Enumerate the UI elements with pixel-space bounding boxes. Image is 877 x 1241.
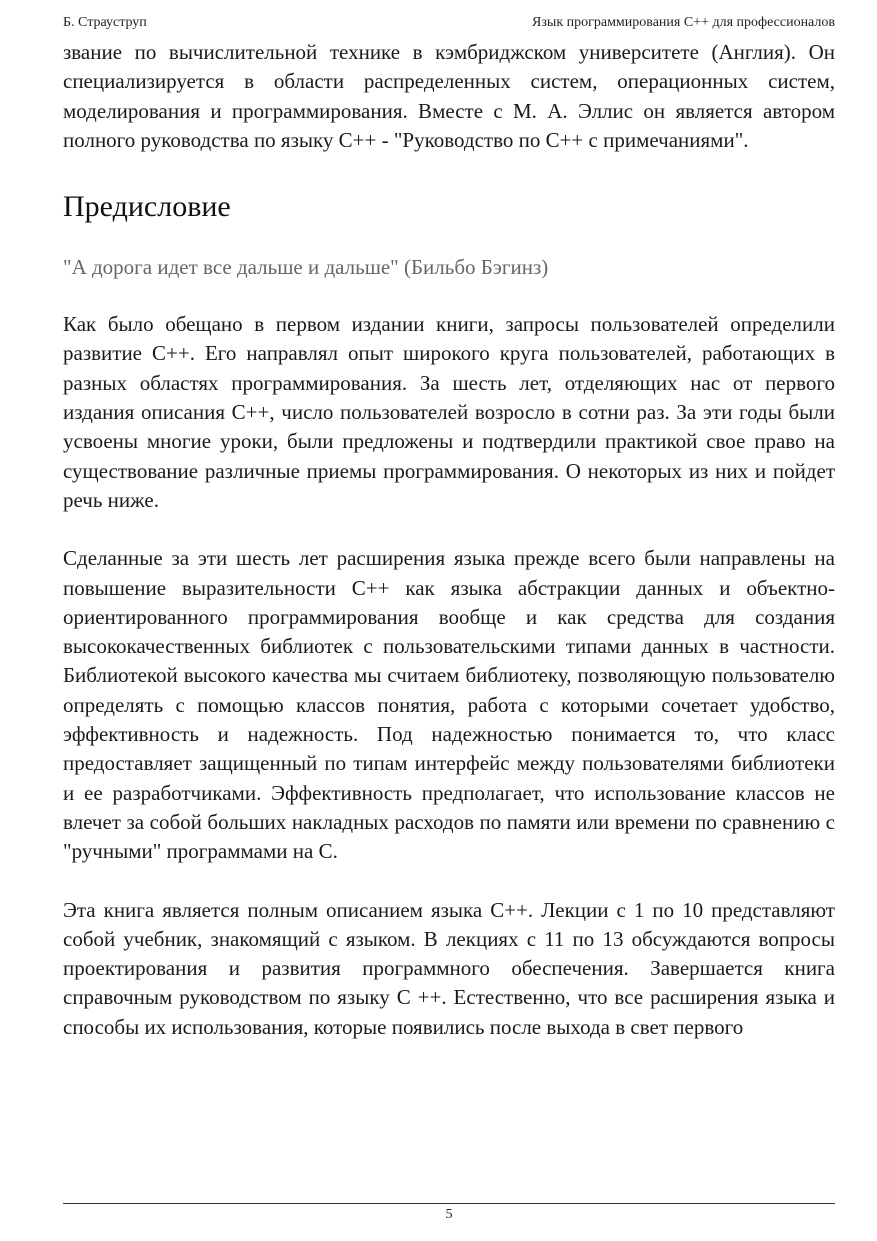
epigraph: "А дорога идет все дальше и дальше" (Бильбо Бэгинз) bbox=[63, 255, 549, 280]
header-book-title: Язык программирования С++ для профессионалов bbox=[532, 15, 835, 30]
paragraph: Эта книга является полным описанием языка С++. Лекции с 1 по 10 представляют собой учебник, знакомящий с языком. В лекциях с 11 по 13 обсуждаются вопросы проектирования и развития программного обеспечения. Завершается книга справочным руководством по языку С ++. Естественно, что все расширения языка и способы их использования, которые появились после выхода в свет первого bbox=[63, 897, 835, 1039]
section-title: Предисловие bbox=[63, 190, 231, 224]
header-author: Б. Страуструп bbox=[63, 15, 147, 30]
page-content bbox=[63, 38, 835, 1042]
page-number: 5 bbox=[445, 1207, 453, 1222]
continued-paragraph: звание по вычислительной технике в кэмбриджском университете (Англия). Он специализируется в области распределенных систем, операционных систем, моделирования и программирования. Вместе с М. А. Эллис он является автором полного руководства по языку С++ - "Руководство по С++ с примечаниями". bbox=[63, 40, 835, 152]
paragraph: Сделанные за эти шесть лет расширения языка прежде всего были направлены на повышение выразительности С++ как языка абстракции данных и объектно-ориентированного программирования вообще и как средства для создания высококачественных библиотек с пользовательскими типами данных в частности. Библиотекой высокого качества мы считаем библиотеку, позволяющую пользователю определять с помощью классов понятия, работа с которыми сочетает удобство, эффективность и надежность. Под надежностью понимается то, что класс предоставляет защищенный по типам интерфейс между пользователями библиотеки и ее разработчиками. Эффективность предполагает, что использование классов не влечет за собой больших накладных расходов по памяти или времени по сравнению с "ручными" программами на С. bbox=[63, 546, 835, 864]
paragraph: Как было обещано в первом издании книги, запросы пользователей определили развитие С++. Его направлял опыт широкого круга пользователей, работающих в разных областях программирования. За шесть лет, отделяющих нас от первого издания описания С++, число пользователей возросло в сотни раз. За эти годы были усвоены многие уроки, были предложены и подтвердили практикой свое право на существование различные приемы программирования. О некоторых из них и пойдет речь ниже. bbox=[63, 312, 835, 512]
page-footer bbox=[63, 1203, 835, 1224]
